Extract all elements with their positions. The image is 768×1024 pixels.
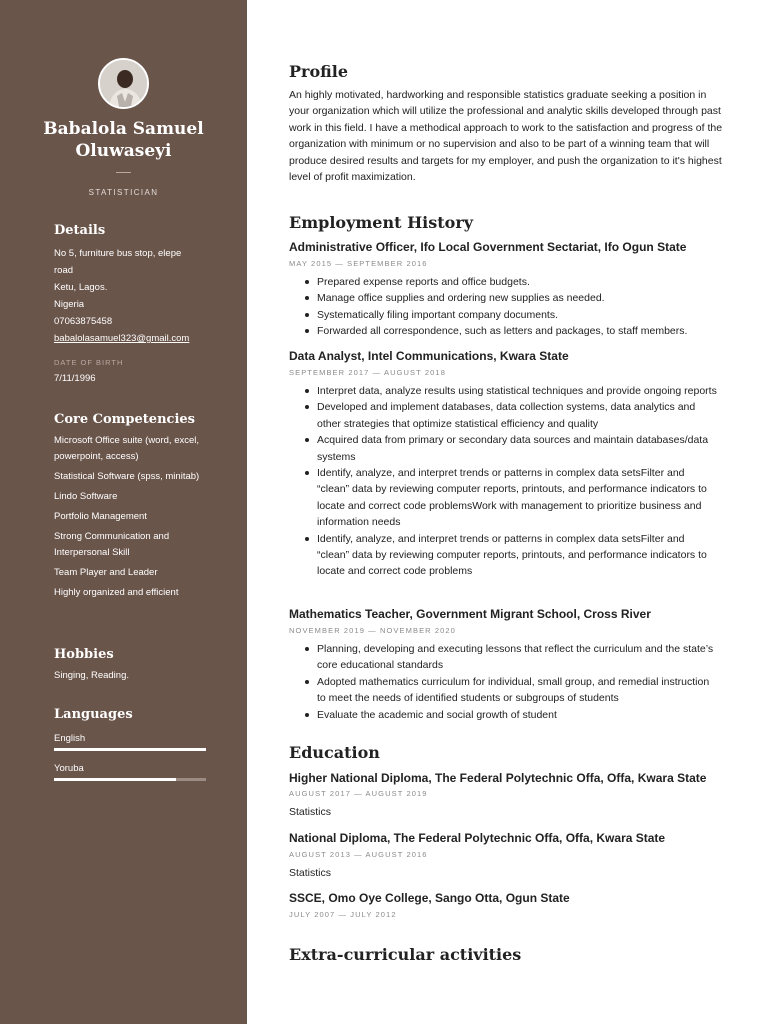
duty-item: Prepared expense reports and office budgets. [289,274,719,290]
name-line-2: Oluwaseyi [75,141,172,161]
dob-value: 7/11/1996 [54,373,96,384]
education-title: SSCE, Omo Oye College, Sango Otta, Ogun State [289,891,570,905]
competency-item: Strong Communication and Interpersonal Skill [54,531,170,558]
competency-item: Highly organized and efficient [54,587,179,598]
details-heading: Details [54,223,106,238]
avatar [98,58,149,109]
extracurricular-heading: Extra-curricular activities [289,945,522,964]
duty-item: Acquired data from primary or secondary data sources and maintain databases/data systems [289,432,719,465]
hobbies-text: Singing, Reading. [54,670,129,681]
job-title: Administrative Officer, Ifo Local Government Sectariat, Ifo Ogun State [289,240,687,254]
language-name: Yoruba [54,763,84,774]
employment-heading: Employment History [289,213,474,232]
competency-item: Statistical Software (spss, minitab) [54,471,200,482]
language-level-bar [54,778,206,781]
education-dates: AUGUST 2017 — AUGUST 2019 [289,789,428,798]
duty-item: Identify, analyze, and interpret trends or patterns in complex data setsFilter and “clean” data by reviewing computer reports, printouts, and performance indicators to locate and correct code problems [289,531,719,580]
education-title: Higher National Diploma, The Federal Polytechnic Offa, Offa, Kwara State [289,771,707,785]
profile-text: An highly motivated, hardworking and responsible statistics graduate seeking a position in your organization which will utilize the professional and analytic skills developed through past work in this field. I have a methodical approach to work to the satisfaction and progress of the organization with minimum or no supervision and also to be part of a winning team that will produce desired results and targets for my employer, and push the organization to it's highest level of profit maximization. [289,89,723,184]
job-dates: NOVEMBER 2019 — NOVEMBER 2020 [289,626,456,635]
job-title: STATISTICIAN [88,188,159,197]
competencies-heading: Core Competencies [54,412,195,427]
duty-item: Developed and implement databases, data collection systems, data analytics and other strategies that optimize statistical efficiency and quality [289,399,719,432]
hobbies-heading: Hobbies [54,647,114,662]
job-duties [289,383,719,580]
address-line-1: No 5, furniture bus stop, elepe [54,248,182,259]
language-name: English [54,733,86,744]
country: Nigeria [54,299,85,310]
competency-item: Portfolio Management [54,511,147,522]
job-dates: MAY 2015 — SEPTEMBER 2016 [289,259,428,268]
duty-item: Identify, analyze, and interpret trends or patterns in complex data setsFilter and “clean” data by reviewing computer reports, printouts, and performance indicators to locate and correct code problemsWork with management to prioritize business and information needs [289,465,719,531]
education-heading: Education [289,743,380,762]
profile-heading: Profile [289,62,349,81]
job-duties [289,274,719,340]
duty-item: Adopted mathematics curriculum for individual, small group, and remedial instruction to meet the needs of identified students or subgroups of students [289,674,719,707]
duty-item: Systematically filing important company documents. [289,307,719,323]
name-divider [116,172,131,173]
phone: 07063875458 [54,316,113,327]
duty-item: Planning, developing and executing lessons that reflect the curriculum and the state’s core educational standards [289,641,719,674]
job-title: Data Analyst, Intel Communications, Kwara State [289,349,569,363]
address-line-2: road [54,265,74,276]
competencies-list [54,433,219,605]
education-detail: Statistics [289,806,332,818]
education-dates: JULY 2007 — JULY 2012 [289,910,397,919]
job-title: Mathematics Teacher, Government Migrant School, Cross River [289,607,651,621]
education-title: National Diploma, The Federal Polytechnic Offa, Offa, Kwara State [289,831,666,845]
job-duties [289,641,719,723]
email-link[interactable]: babalolasamuel323@gmail.com [54,333,190,344]
name-line-1: Babalola Samuel [43,119,204,139]
profile-photo [100,60,149,109]
language-level-fill [54,748,206,751]
competency-item: Lindo Software [54,491,118,502]
candidate-name [0,118,247,162]
sidebar [0,0,247,1024]
education-detail: Statistics [289,867,332,879]
duty-item: Evaluate the academic and social growth of student [289,707,719,723]
city: Ketu, Lagos. [54,282,108,293]
duty-item: Manage office supplies and ordering new supplies as needed. [289,290,719,306]
language-level-fill [54,778,176,781]
duty-item: Interpret data, analyze results using statistical techniques and provide ongoing reports [289,383,719,399]
duty-item: Forwarded all correspondence, such as letters and packages, to staff members. [289,323,719,339]
job-dates: SEPTEMBER 2017 — AUGUST 2018 [289,368,446,377]
competency-item: Team Player and Leader [54,567,158,578]
competency-item: Microsoft Office suite (word, excel, powerpoint, access) [54,435,200,462]
language-level-bar [54,748,206,751]
education-dates: AUGUST 2013 — AUGUST 2016 [289,850,428,859]
dob-label: DATE OF BIRTH [54,358,124,367]
languages-heading: Languages [54,707,133,722]
